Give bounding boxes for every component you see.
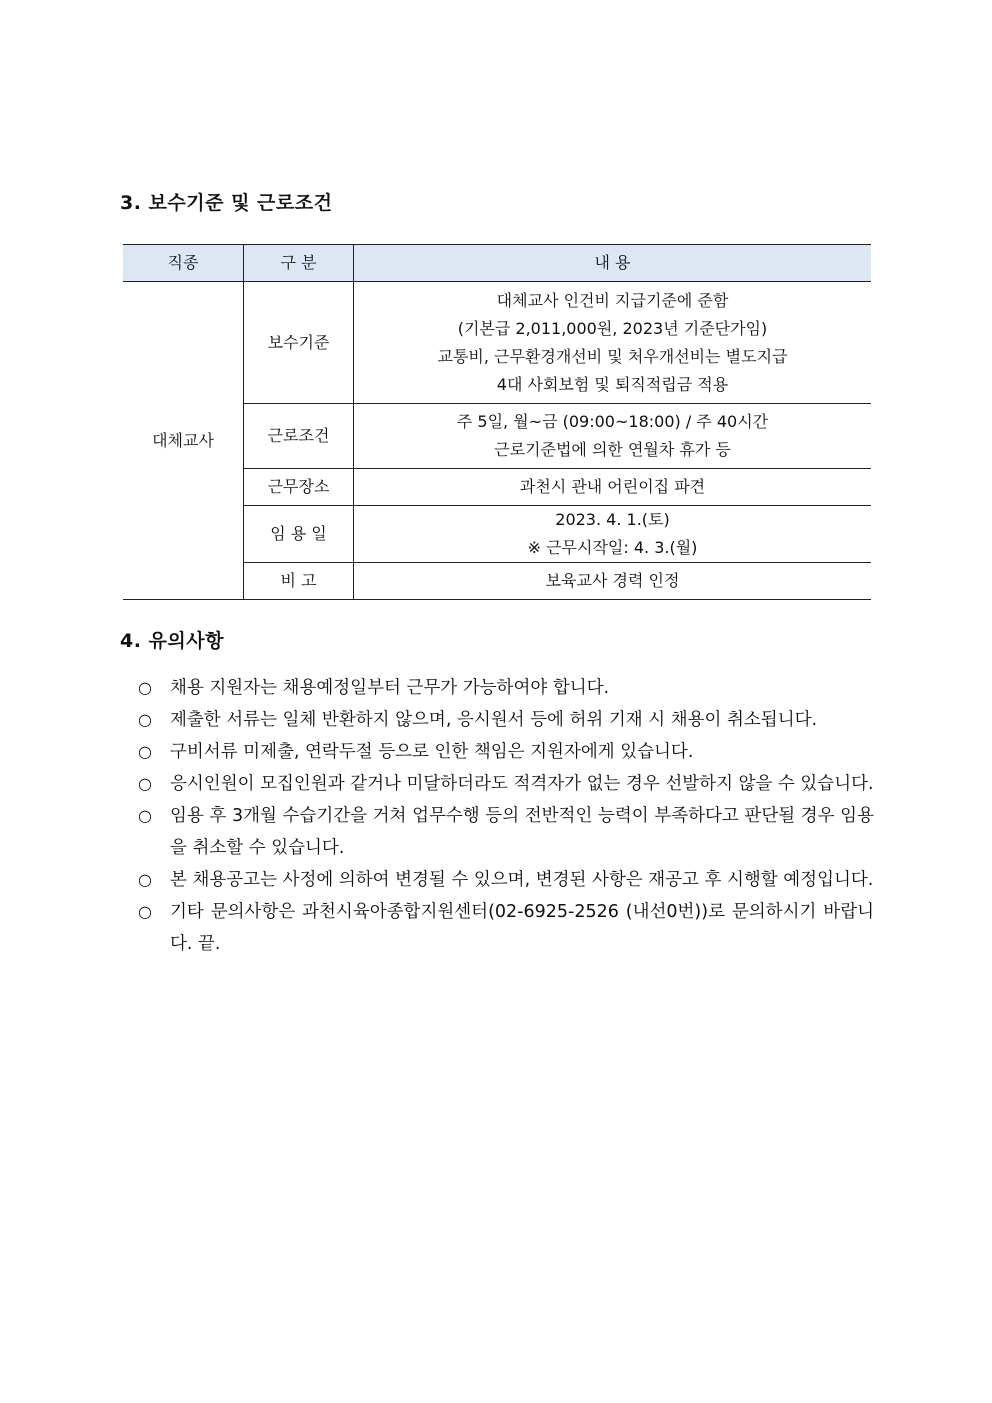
note-text: 임용 후 3개월 수습기간을 거쳐 업무수행 등의 전반적인 능력이 부족하다고 판단될 경우 임용을 취소할 수 있습니다. <box>170 806 874 858</box>
row-label: 근로조건 <box>244 404 354 469</box>
content-line: (기본급 2,011,000원, 2023년 기준단가임) <box>457 318 768 338</box>
circle-bullet-icon: ○ <box>138 774 152 793</box>
row-content <box>354 563 872 600</box>
conditions-table <box>123 244 871 600</box>
content-line: 교통비, 근무환경개선비 및 처우개선비는 별도지급 <box>437 346 788 366</box>
note-text: 채용 지원자는 채용예정일부터 근무가 가능하여야 합니다. <box>170 678 610 698</box>
row-label: 비 고 <box>244 563 354 600</box>
header-job-type: 직종 <box>123 245 244 282</box>
row-content <box>354 404 872 469</box>
section-4-title: 4. 유의사항 <box>120 630 224 652</box>
row-content <box>354 282 872 404</box>
content-line: 4대 사회보험 및 퇴직적립금 적용 <box>496 374 729 394</box>
content-line: ※ 근무시작일: 4. 3.(월) <box>527 538 698 557</box>
row-content <box>354 469 872 506</box>
note-text: 구비서류 미제출, 연락두절 등으로 인한 책임은 지원자에게 있습니다. <box>170 742 694 762</box>
content-line: 주 5일, 월~금 (09:00~18:00) / 주 40시간 <box>456 412 769 431</box>
list-item <box>138 800 874 864</box>
circle-bullet-icon: ○ <box>138 678 152 697</box>
list-item <box>138 736 874 768</box>
table-header-row <box>123 245 871 282</box>
row-label: 보수기준 <box>244 282 354 404</box>
content-line: 과천시 관내 어린이집 파견 <box>519 477 706 496</box>
content-line: 보육교사 경력 인정 <box>545 571 680 590</box>
note-text: 제출한 서류는 일체 반환하지 않으며, 응시원서 등에 허위 기재 시 채용이 취소됩니다. <box>170 710 818 730</box>
job-type-cell: 대체교사 <box>123 282 244 600</box>
circle-bullet-icon: ○ <box>138 902 152 921</box>
list-item <box>138 864 874 896</box>
circle-bullet-icon: ○ <box>138 806 152 825</box>
content-line: 2023. 4. 1.(토) <box>555 510 670 529</box>
note-text: 응시인원이 모집인원과 같거나 미달하더라도 적격자가 없는 경우 선발하지 않을 수 있습니다. <box>170 774 874 794</box>
row-label: 임 용 일 <box>244 506 354 563</box>
note-text: 본 채용공고는 사정에 의하여 변경될 수 있으며, 변경된 사항은 재공고 후 시행할 예정입니다. <box>170 870 874 890</box>
row-content <box>354 506 872 563</box>
header-content: 내 용 <box>354 245 872 282</box>
list-item <box>138 704 874 736</box>
list-item <box>138 896 874 960</box>
row-label: 근무장소 <box>244 469 354 506</box>
content-line: 근로기준법에 의한 연월차 휴가 등 <box>494 440 731 459</box>
list-item <box>138 672 874 704</box>
section-3-title: 3. 보수기준 및 근로조건 <box>120 192 333 214</box>
list-item <box>138 768 874 800</box>
table-row <box>123 282 871 404</box>
header-category: 구 분 <box>244 245 354 282</box>
notes-list <box>138 672 874 960</box>
content-line: 대체교사 인건비 지급기준에 준함 <box>496 290 729 310</box>
circle-bullet-icon: ○ <box>138 870 152 889</box>
note-text: 기타 문의사항은 과천시육아종합지원센터(02-6925-2526 (내선0번))로 문의하시기 바랍니다. 끝. <box>170 902 874 954</box>
circle-bullet-icon: ○ <box>138 742 152 761</box>
circle-bullet-icon: ○ <box>138 710 152 729</box>
